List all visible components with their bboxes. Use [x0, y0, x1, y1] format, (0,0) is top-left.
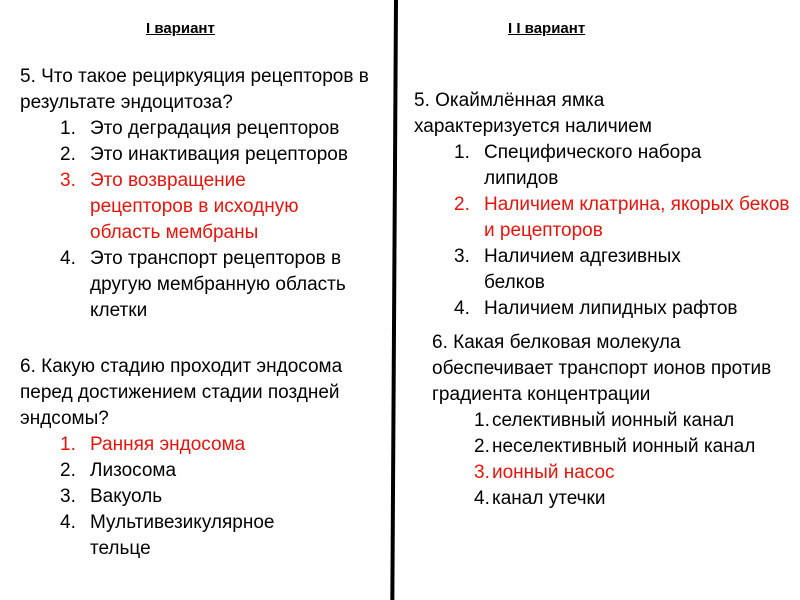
answer-option-correct: 3. ионный насос — [474, 462, 615, 483]
answer-option: 3. Вакуоль — [60, 486, 163, 507]
answer-option-correct: 3. Это возвращение рецепторов в исходную область мембраны — [60, 170, 299, 243]
answer-option: 4. канал утечки — [474, 488, 606, 509]
answer-option: 4. Это транспорт рецепторов в другую мембранную область клетки — [60, 248, 346, 321]
answer-option: 1. селективный ионный канал — [474, 410, 735, 431]
answer-option-correct: 2. Наличием клатрина, якорых беков и рецепторов — [454, 194, 790, 241]
question-text: 5. Что такое рециркуяция рецепторов в результате эндоцитоза? — [20, 66, 369, 113]
answer-list — [60, 432, 350, 562]
question-text: 6. Какая белковая молекула обеспечивает транспорт ионов против градиента концентрации — [432, 332, 772, 405]
answer-list — [60, 116, 392, 324]
answer-list — [474, 408, 782, 512]
answer-option-correct: 1. Ранняя эндосома — [60, 434, 246, 455]
left-question-6 — [20, 354, 350, 562]
question-text: 5. Окаймлённая ямка характеризуется наличием — [414, 90, 652, 137]
right-question-6 — [432, 330, 782, 512]
left-question-5 — [20, 64, 392, 324]
heading-variant-2: I I вариант — [508, 20, 586, 37]
answer-option: 4. Наличием липидных рафтов — [454, 298, 738, 319]
answer-option: 2. Лизосома — [60, 460, 177, 481]
answer-option: 1. Специфического набора липидов — [454, 142, 702, 189]
answer-option: 2. неселективный ионный канал — [474, 436, 756, 457]
answer-option: 4. Мультивезикулярное тельце — [60, 512, 275, 559]
heading-variant-1: I вариант — [146, 20, 215, 37]
right-question-5 — [414, 88, 796, 322]
question-text: 6. Какую стадию проходит эндосома перед достижением стадии поздней эндсомы? — [20, 356, 343, 429]
answer-option: 3. Наличием адгезивных белков — [454, 246, 681, 293]
answer-option: 1. Это деградация рецепторов — [60, 118, 340, 139]
answer-list — [454, 140, 796, 322]
answer-option: 2. Это инактивация рецепторов — [60, 144, 348, 165]
